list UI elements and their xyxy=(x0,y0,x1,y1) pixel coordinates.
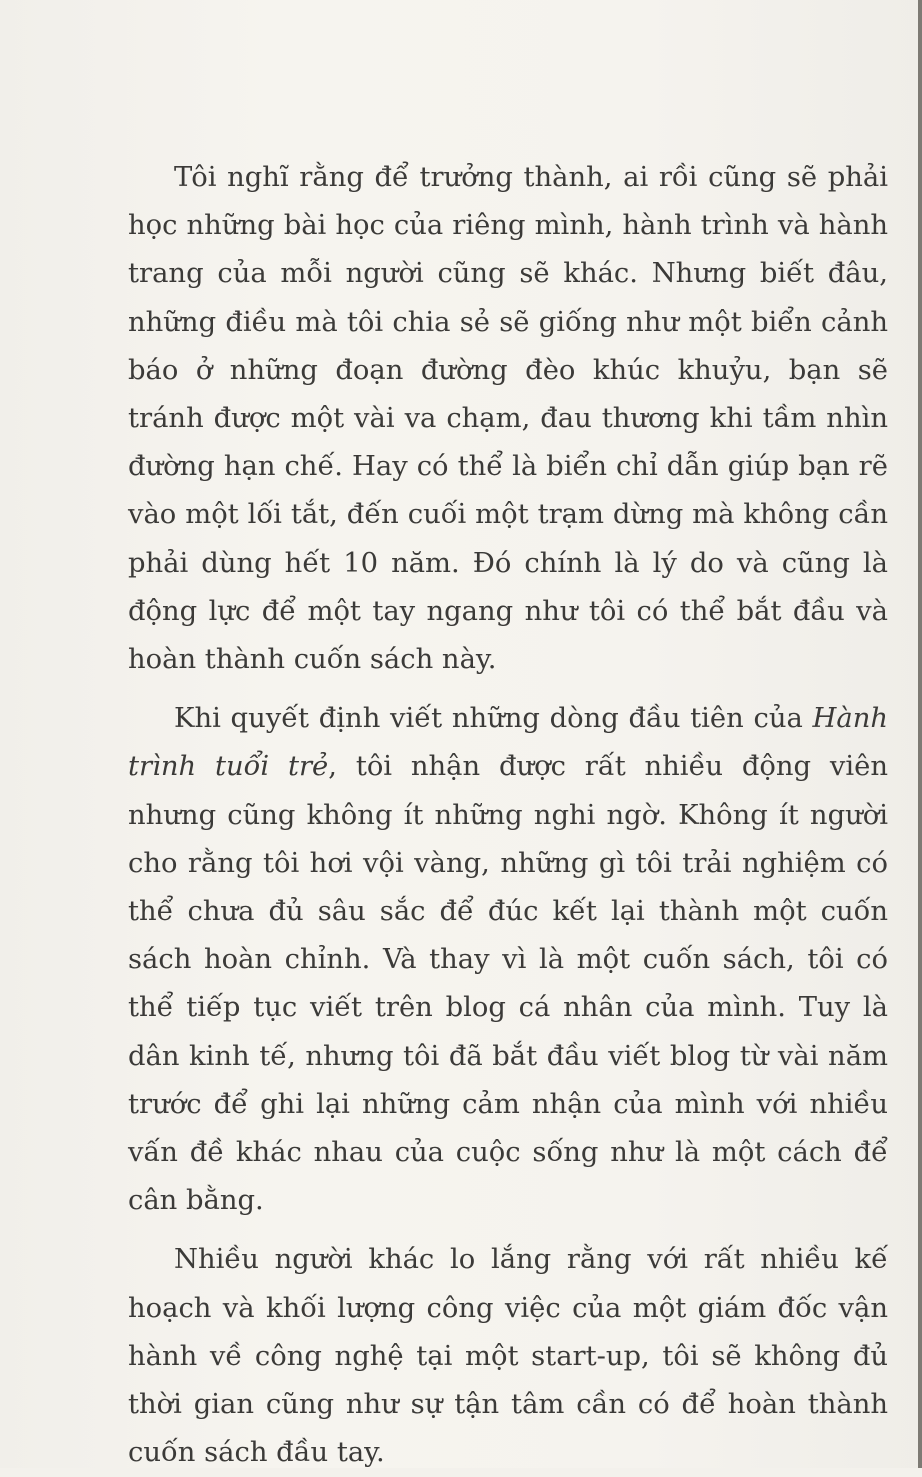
paragraph-2 xyxy=(128,695,888,1225)
paragraph-2-before: Khi quyết định viết những dòng đầu tiên của xyxy=(174,703,813,735)
page-body xyxy=(128,154,888,1477)
paragraph-1: Tôi nghĩ rằng để trưởng thành, ai rồi cũng sẽ phải học những bài học của riêng mình, hành trình và hành trang của mỗi người cũng sẽ khác. Nhưng biết đâu, những điều mà tôi chia sẻ sẽ giống như một biển cảnh báo ở những đoạn đường đèo khúc khuỷu, bạn sẽ tránh được một vài va chạm, đau thương khi tầm nhìn đường hạn chế. Hay có thể là biển chỉ dẫn giúp bạn rẽ vào một lối tắt, đến cuối một trạm dừng mà không cần phải dùng hết 10 năm. Đó chính là lý do và cũng là động lực để một tay ngang như tôi có thể bắt đầu và hoàn thành cuốn sách này. xyxy=(128,162,888,676)
book-title-italic: Hành trình tuổi trẻ xyxy=(128,703,888,783)
paragraph-3: Nhiều người khác lo lắng rằng với rất nhiều kế hoạch và khối lượng công việc của một giám đốc vận hành về công nghệ tại một start-up, tôi sẽ không đủ thời gian cũng như sự tận tâm cần có để hoàn thành cuốn sách đầu tay. xyxy=(128,1244,888,1469)
page-edge xyxy=(918,0,922,1468)
paragraph-2-after: , tôi nhận được rất nhiều động viên nhưng cũng không ít những nghi ngờ. Không ít người cho rằng tôi hơi vội vàng, những gì tôi trải nghiệm có thể chưa đủ sâu sắc để đúc kết lại thành một cuốn sách hoàn chỉnh. Và thay vì là một cuốn sách, tôi có thể tiếp tục viết trên blog cá nhân của mình. Tuy là dân kinh tế, nhưng tôi đã bắt đầu viết blog từ vài năm trước để ghi lại những cảm nhận của mình với nhiều vấn đề khác nhau của cuộc sống như là một cách để cân bằng. xyxy=(128,751,888,1217)
